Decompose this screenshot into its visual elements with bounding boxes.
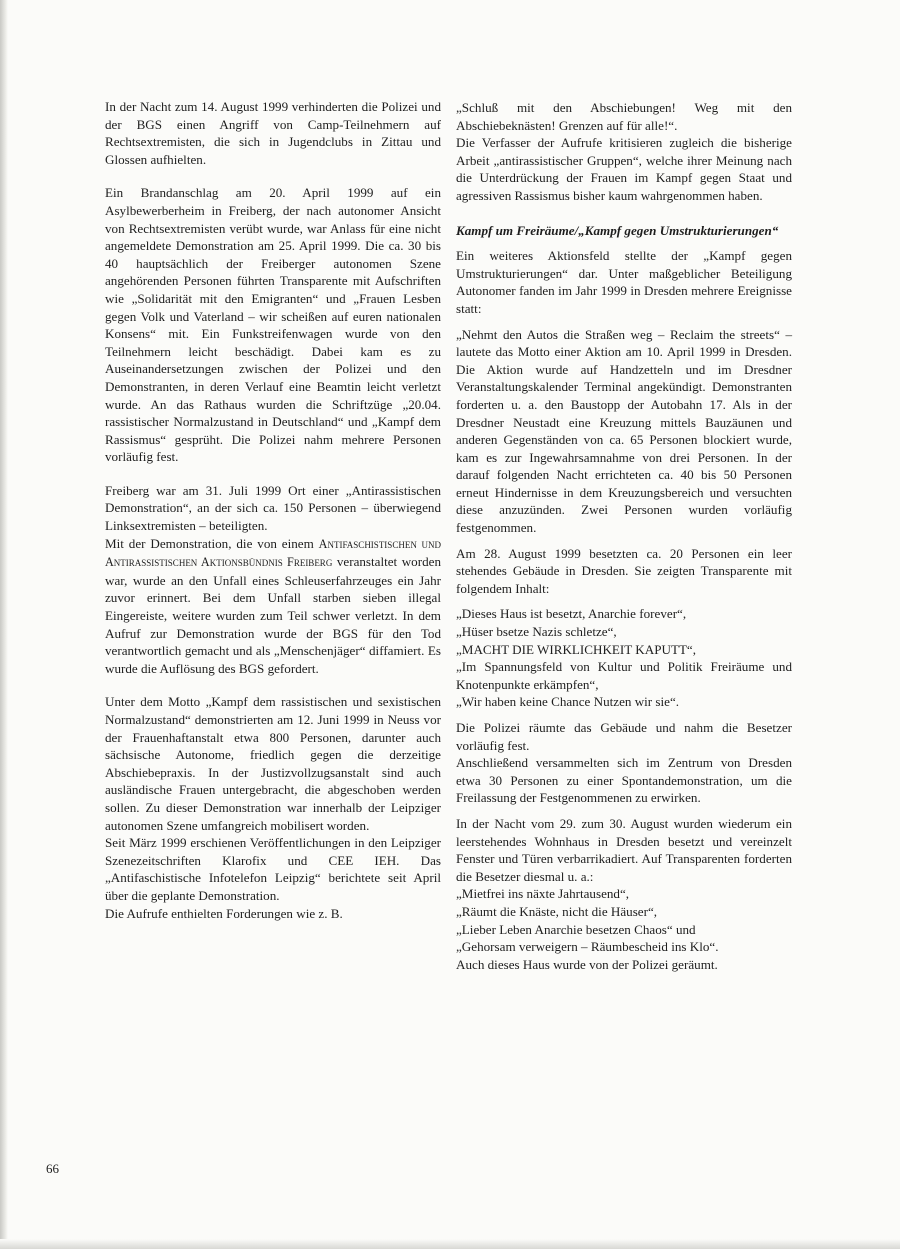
paragraph-schluss-abschiebungen: „Schluß mit den Abschiebungen! Weg mit den Abschiebeknästen! Grenzen auf für alle!“. <box>456 100 792 133</box>
banner-list <box>456 605 792 711</box>
paragraph-besetzung-29-august: In der Nacht vom 29. zum 30. August wurden wiederum ein leerstehendes Wohnhaus in Dresden besetzt und vereinzelt Fenster und Türen verbarrikadiert. Auf Transparenten forderten die Besetzer diesmal u. a.: <box>456 815 792 884</box>
paragraph-verfasser-kritik: Die Verfasser der Aufrufe kritisieren zugleich die bisherige Arbeit „antirassistischer Gruppen“, welche ihrer Meinung nach die Unterdrückung der Frauen im Kampf gegen Staat und agressiven Rassismus bisher kaum wahrgenommen haben. <box>456 135 792 203</box>
banner-text: „Im Spannungsfeld von Kultur und Politik Freiräume und Knotenpunkte erkämpfen“, <box>456 659 792 692</box>
section-heading: Kampf um Freiräume/„Kampf gegen Umstrukturierungen“ <box>456 222 779 238</box>
scan-edge-shadow <box>0 0 8 1249</box>
paragraph-raeumung: Die Polizei räumte das Gebäude und nahm die Besetzer vorläufig fest. <box>456 720 792 753</box>
paragraph-forderungen: Die Aufrufe enthielten Forderungen wie z. B. <box>105 905 343 921</box>
banner-text: „MACHT DIE WIRKLICHKEIT KAPUTT“, <box>456 641 697 657</box>
paragraph-haus-geraeumt: Auch dieses Haus wurde von der Polizei geräumt. <box>456 956 718 972</box>
banner-text: „Dieses Haus ist besetzt, Anarchie forever“, <box>456 606 687 622</box>
scan-bottom-shadow <box>0 1239 900 1249</box>
paragraph-aktionsfeld: Ein weiteres Aktionsfeld stellte der „Kampf gegen Umstrukturierungen“ dar. Unter maßgeblicher Beteiligung Autonomer fanden im Jahr 1999 in Dresden mehrere Ereignisse statt: <box>456 248 792 316</box>
slogan-text: „Mietfrei ins näxte Jahrtausend“, <box>456 886 630 902</box>
paragraph-freiberg-brandanschlag: Ein Brandanschlag am 20. April 1999 auf ein Asylbewerberheim in Freiberg, der nach autonomer Ansicht von Rechtsextremisten verübt wurde, war Anlass für eine nicht angemeldete Demonstration am 25. April 1999. Die ca. 30 bis 40 hauptsächlich der Freiberger autonomen Szene angehörenden Personen führten Transparente mit Aufschriften wie „Solidarität mit den Emigranten“ und „Frauen Lesben gegen Volk und Vaterland – wir scheißen auf euren nationalen Konsens“ mit. Ein Funkstreifenwagen wurde von den Teilnehmern leicht beschädigt. Dabei kam es zu Auseinandersetzungen zwischen der Polizei und den Demonstranten, in deren Verlauf eine Beamtin leicht verletzt wurde. An das Rathaus wurden die Schriftzüge „20.04. rassistischer Normalzustand in Deutschland“ und „Kampf dem Rassismus“ gesprüht. Die Polizei nahm mehrere Personen vorläufig fest. <box>105 185 441 465</box>
slogan-text: „Gehorsam verweigern – Räumbescheid ins Klo“. <box>456 939 719 955</box>
paragraph-reclaim-the-streets: „Nehmt den Autos die Straßen weg – Reclaim the streets“ – lautete das Motto einer Aktion am 10. April 1999 in Dresden. Die Aktion wurde auf Handzetteln und im Dresdner Veranstaltungskalender Terminal angekündigt. Demonstranten forderten u. a. den Baustopp der Autobahn 17. Als in der Dresdner Neustadt eine Kreuzung mittels Bauzäunen und anderen Gegenständen von ca. 65 Personen blockiert wurde, kam es zur Ingewahrsamnahme von drei Personen. In der darauf folgenden Nacht errichteten ca. 40 bis 50 Personen erneut Hindernisse in dem Kreuzungsbereich und versuchten diese anzuzünden. Zwei Personen wurden vorläufig festgenommen. <box>456 326 792 536</box>
paragraph-szenezeitschriften: Seit März 1999 erschienen Veröffentlichungen in den Leipziger Szenezeitschriften Klarofix und CEE IEH. Das „Antifaschistische Infotelefon Leipzig“ berichtete seit April über die geplante Demonstration. <box>105 835 441 903</box>
paragraph-freiberg-demonstration: Freiberg war am 31. Juli 1999 Ort einer „Antirassistischen Demonstration“, an der sich ca. 150 Personen – überwiegend Linksextremisten – beteiligten. <box>105 482 441 534</box>
text-segment: veranstaltet worden war, wurde an den Unfall eines Schleuserfahrzeuges ein Jahr zuvor erinnert. Bei dem Unfall starben sieben illegal Eingereiste, weitere wurden zum Teil schwer verletzt. In dem Aufruf zur Demonstration wurde der BGS für den Tod verantwortlich gemacht und als „Menschenjäger“ diffamiert. Es wurde die Auflösung des BGS gefordert. <box>105 554 441 676</box>
paragraph-neuss: Unter dem Motto „Kampf dem rassistischen und sexistischen Normalzustand“ demonstrierten am 12. Juni 1999 in Neuss vor der Frauenhaftanstalt etwa 800 Personen, darunter auch sächsische Autonome, friedlich gegen die derzeitige Abschiebepraxis. In der Justizvollzugsanstalt sind auch ausländische Frauen untergebracht, die abgeschoben werden sollen. Zu dieser Demonstration war innerhalb der Leipziger autonomen Szene umfangreich mobilisert worden. <box>105 694 441 833</box>
left-column <box>105 98 441 922</box>
paragraph-zittau: In der Nacht zum 14. August 1999 verhinderten die Polizei und der BGS einen Angriff von Camp-Teilnehmern auf Rechtsextremisten, die sich in Jugendclubs in Zittau und Glossen aufhielten. <box>105 99 441 167</box>
paragraph-spontandemonstration: Anschließend versammelten sich im Zentrum von Dresden etwa 30 Personen zu einer Spontandemonstration, um die Freilassung der Festgenommenen zu erwirken. <box>456 755 792 806</box>
slogan-text: „Lieber Leben Anarchie besetzen Chaos“ und <box>456 921 696 937</box>
page-number: 66 <box>46 1161 59 1176</box>
slogan-text: „Räumt die Knäste, nicht die Häuser“, <box>456 903 658 919</box>
text-segment: Mit der Demonstration, die von einem <box>105 535 319 551</box>
right-column <box>456 99 792 973</box>
banner-text: „Wir haben keine Chance Nutzen wir sie“. <box>456 694 680 710</box>
paragraph-aktionsbuendnis <box>105 535 441 678</box>
paragraph-besetzung-28-august: Am 28. August 1999 besetzten ca. 20 Personen ein leer stehendes Gebäude in Dresden. Sie zeigten Transparente mit folgendem Inhalt: <box>456 545 792 596</box>
organisation-name: Antifaschistischen und Antirassistischen Aktionsbündnis Freiberg <box>105 536 441 570</box>
banner-text: „Hüser bsetze Nazis schletze“, <box>456 624 617 640</box>
slogan-list <box>456 885 792 955</box>
